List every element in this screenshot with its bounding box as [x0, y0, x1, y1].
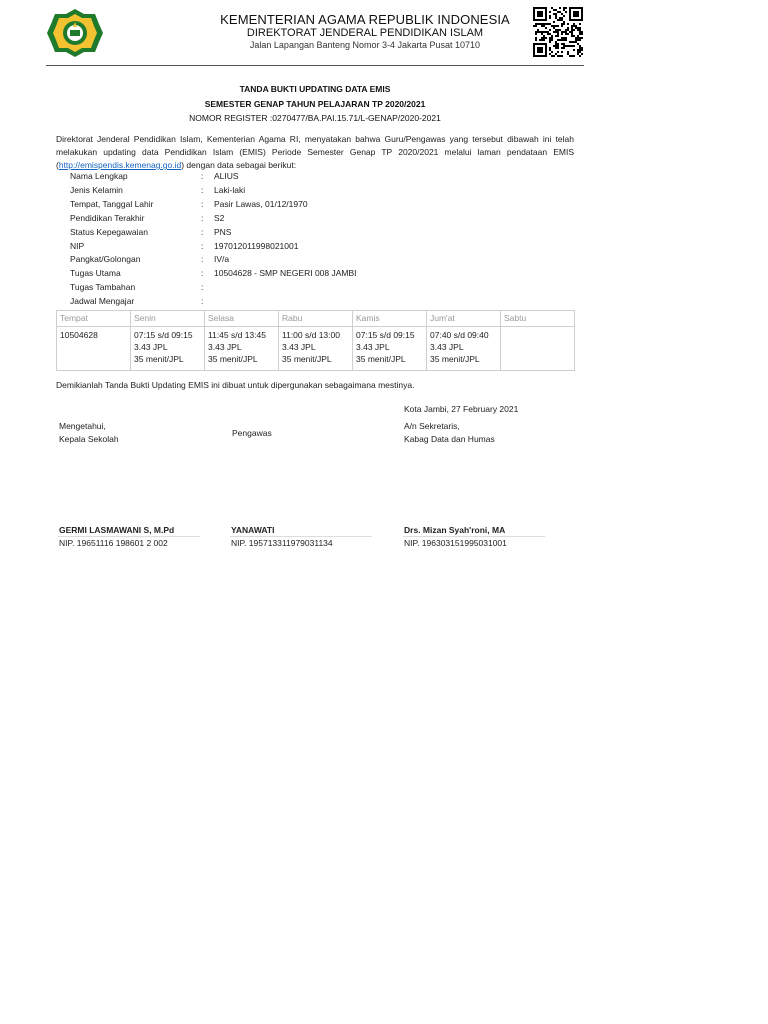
schedule-time: 07:40 s/d 09:40: [430, 330, 489, 340]
field-row: [70, 268, 570, 281]
closing-statement: Demikianlah Tanda Bukti Updating EMIS ini dibuat untuk dipergunakan sebagaimana mestinya.: [56, 380, 415, 390]
field-value: S2: [214, 212, 225, 223]
official-on-behalf: A/n Sekretaris,: [404, 421, 460, 431]
field-label: Status Kepegawaian: [70, 226, 148, 237]
intro-text: Direktorat Jenderal Pendidikan Islam, Kementerian Agama RI, menyatakan bahwa Guru/Pengawas yang tersebut dibawah ini telah melakukan updating data Pendidikan Islam (EMIS) Periode Semester Genap TP 2020/2021 melalui laman pendataan EMIS (: [56, 134, 574, 170]
schedule-menit: 35 menit/JPL: [282, 354, 332, 364]
official-signature-line: [403, 536, 545, 537]
field-label: Pendidikan Terakhir: [70, 212, 145, 223]
intro-paragraph: [56, 133, 574, 172]
schedule-header: Selasa: [205, 311, 279, 327]
schedule-time: 11:00 s/d 13:00: [282, 330, 340, 340]
register-number: NOMOR REGISTER :0270477/BA.PAI.15.71/L-GENAP/2020-2021: [189, 113, 441, 123]
directorate-name: DIREKTORAT JENDERAL PENDIDIKAN ISLAM: [246, 27, 484, 39]
official-nip: NIP. 196303151995031001: [404, 538, 507, 548]
schedule-menit: 35 menit/JPL: [208, 354, 258, 364]
field-label: Nama Lengkap: [70, 171, 128, 181]
field-label: Tugas Tambahan: [70, 282, 136, 293]
official-title: Kabag Data dan Humas: [404, 434, 495, 444]
field-value: Laki-laki: [214, 184, 246, 195]
principal-name: GERMI LASMAWANI S, M.Pd: [59, 525, 175, 535]
field-row: [70, 296, 570, 309]
field-colon: :: [201, 296, 204, 307]
schedule-jpl: 3.43 JPL: [282, 342, 316, 352]
field-label: Tugas Utama: [70, 268, 121, 279]
field-label: Tempat, Tanggal Lahir: [70, 198, 154, 209]
schedule-header: Tempat: [57, 311, 131, 327]
schedule-menit: 35 menit/JPL: [134, 354, 184, 364]
schedule-cell: [427, 327, 501, 371]
principal-title: Kepala Sekolah: [59, 434, 119, 444]
field-colon: :: [201, 268, 204, 279]
schedule-cell: [353, 327, 427, 371]
field-value: PNS: [214, 226, 232, 237]
field-colon: :: [201, 184, 204, 195]
schedule-cell: [501, 327, 575, 371]
field-colon: :: [201, 171, 204, 181]
schedule-header: Jum'at: [427, 311, 501, 327]
field-row: [70, 185, 570, 198]
field-row: [70, 199, 570, 212]
field-value: IV/a: [214, 254, 230, 265]
schedule-header: Senin: [131, 311, 205, 327]
schedule-cell: [205, 327, 279, 371]
schedule-jpl: 3.43 JPL: [208, 342, 242, 352]
schedule-header-row: [57, 311, 575, 327]
schedule-cell: [131, 327, 205, 371]
field-label: NIP: [70, 240, 85, 251]
field-row: [70, 171, 570, 184]
field-colon: :: [201, 226, 204, 237]
ministry-address: Jalan Lapangan Banteng Nomor 3-4 Jakarta Pusat 10710: [249, 40, 481, 50]
principal-nip: NIP. 19651116 198601 2 002: [59, 538, 168, 548]
schedule-cell: [279, 327, 353, 371]
principal-acknowledge: Mengetahui,: [59, 421, 106, 431]
intro-text-end: ) dengan data sebagai berikut:: [181, 160, 297, 170]
schedule-header: Rabu: [279, 311, 353, 327]
header-divider: [46, 65, 584, 66]
schedule-header: Sabtu: [501, 311, 575, 327]
ministry-name: KEMENTERIAN AGAMA REPUBLIK INDONESIA: [220, 12, 510, 27]
field-value: 197012011998021001: [214, 240, 299, 251]
document-title: TANDA BUKTI UPDATING DATA EMIS: [239, 84, 391, 94]
schedule-cell-tempat: [57, 327, 131, 371]
schedule-jpl: 3.43 JPL: [356, 342, 390, 352]
schedule-time: 11:45 s/d 13:45: [208, 330, 266, 340]
supervisor-signature-line: [230, 536, 372, 537]
supervisor-nip: NIP. 195713311979031134: [231, 538, 333, 548]
schedule-jpl: 3.43 JPL: [134, 342, 168, 352]
field-label: Pangkat/Golongan: [70, 254, 141, 265]
schedule-header: Kamis: [353, 311, 427, 327]
field-colon: :: [201, 254, 204, 265]
principal-signature-line: [58, 536, 200, 537]
schedule-time: 07:15 s/d 09:15: [356, 330, 415, 340]
field-row: [70, 254, 570, 267]
field-row: [70, 282, 570, 295]
schedule-tempat: 10504628: [60, 330, 98, 340]
ministry-logo: [46, 8, 104, 58]
schedule-row: [57, 327, 575, 371]
schedule-table: [56, 310, 575, 371]
supervisor-title: Pengawas: [232, 428, 272, 438]
schedule-menit: 35 menit/JPL: [430, 354, 480, 364]
schedule-jpl: 3.43 JPL: [430, 342, 464, 352]
schedule-menit: 35 menit/JPL: [356, 354, 406, 364]
field-value: Pasir Lawas, 01/12/1970: [214, 198, 308, 209]
document-subtitle: SEMESTER GENAP TAHUN PELAJARAN TP 2020/2021: [204, 99, 426, 109]
field-colon: :: [201, 198, 204, 209]
field-row: [70, 241, 570, 254]
field-colon: :: [201, 240, 204, 251]
field-colon: :: [201, 212, 204, 223]
place-date: Kota Jambi, 27 February 2021: [404, 404, 519, 414]
field-label: Jenis Kelamin: [70, 184, 123, 195]
field-colon: :: [201, 282, 204, 293]
field-value: 10504628 - SMP NEGERI 008 JAMBI: [214, 268, 357, 279]
field-label: Jadwal Mengajar: [70, 296, 135, 307]
field-row: [70, 227, 570, 240]
qr-code: [533, 7, 583, 57]
official-name: Drs. Mizan Syah'roni, MA: [404, 525, 506, 535]
field-value: ALIUS: [214, 171, 239, 181]
emis-link[interactable]: http://emispendis.kemenag.go.id: [58, 160, 182, 170]
supervisor-name: YANAWATI: [231, 525, 275, 535]
field-row: [70, 213, 570, 226]
schedule-time: 07:15 s/d 09:15: [134, 330, 193, 340]
